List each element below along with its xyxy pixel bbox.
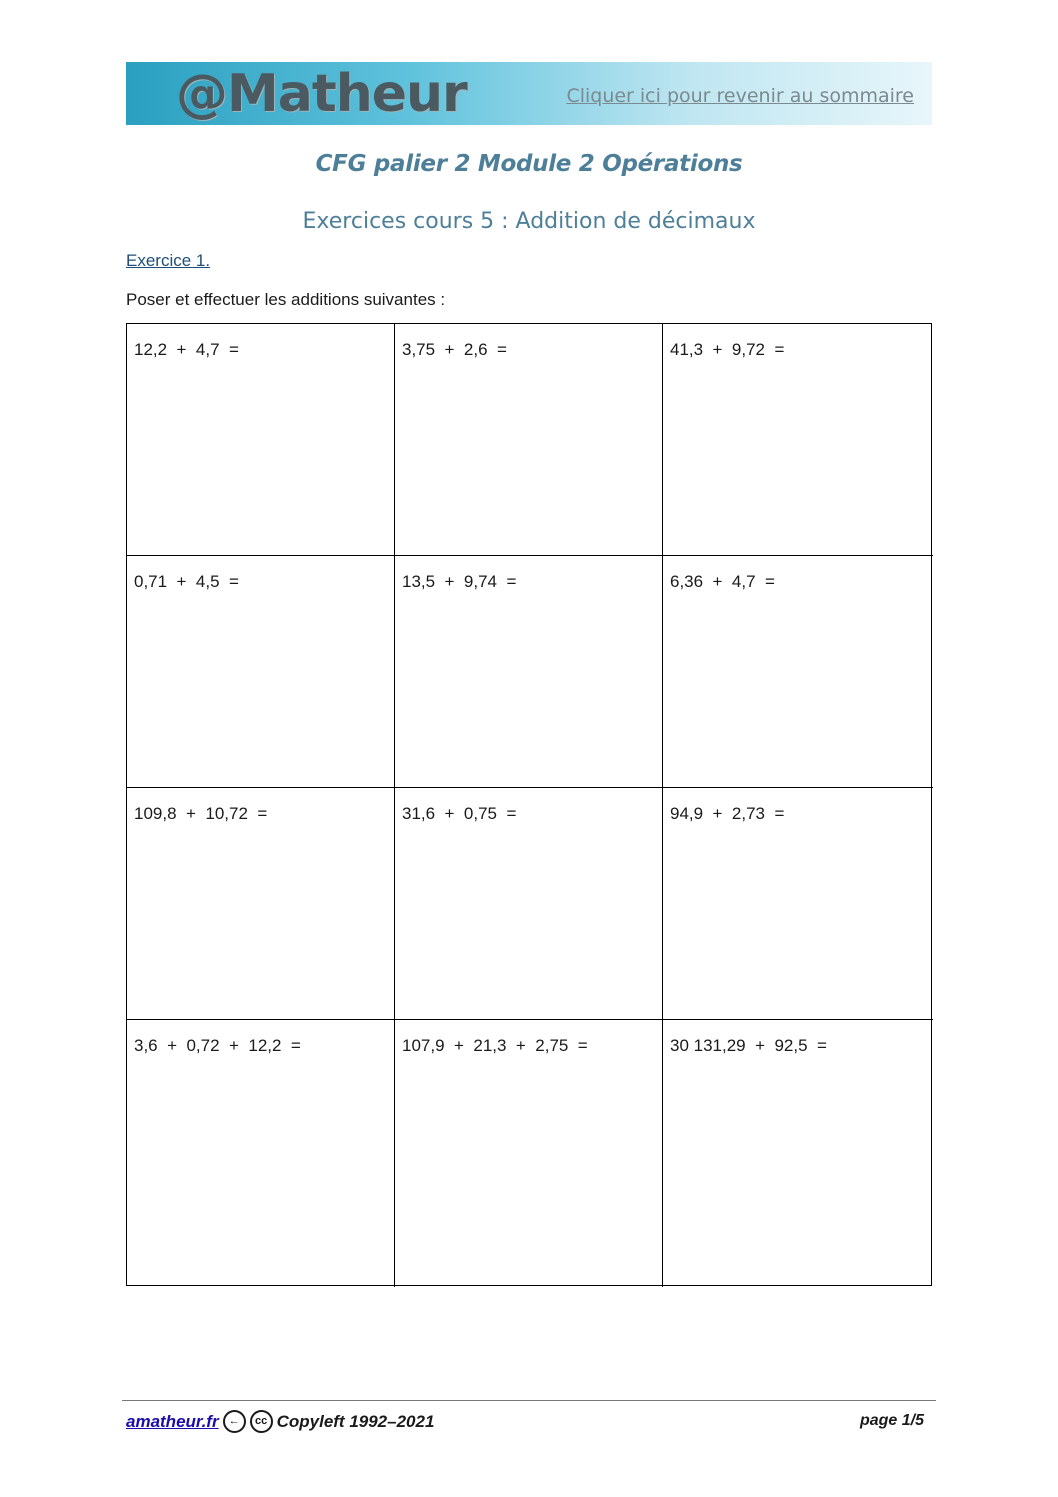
exercise-cell: 12,2 + 4,7 = — [127, 324, 395, 556]
exercise-cell: 107,9 + 21,3 + 2,75 = — [395, 1020, 663, 1287]
exercise-heading: Exercice 1. — [126, 251, 211, 270]
exercise-cell: 109,8 + 10,72 = — [127, 788, 395, 1020]
footer-credits — [126, 1410, 434, 1433]
site-logo: @Matheur — [176, 64, 467, 124]
copyleft-icon: ← — [223, 1410, 246, 1433]
site-link[interactable]: amatheur.fr — [126, 1411, 219, 1431]
exercise-cell: 3,6 + 0,72 + 12,2 = — [127, 1020, 395, 1287]
exercise-cell: 31,6 + 0,75 = — [395, 788, 663, 1020]
exercise-cell: 41,3 + 9,72 = — [663, 324, 933, 556]
creative-commons-icon: cc — [250, 1410, 273, 1433]
exercise-instruction: Poser et effectuer les additions suivantes : — [126, 290, 446, 309]
exercise-grid — [126, 323, 932, 1286]
exercise-cell: 3,75 + 2,6 = — [395, 324, 663, 556]
copyleft-text: Copyleft 1992–2021 — [276, 1411, 435, 1431]
exercise-cell: 0,71 + 4,5 = — [127, 556, 395, 788]
exercise-cell: 13,5 + 9,74 = — [395, 556, 663, 788]
page-number: page 1/5 — [859, 1412, 924, 1429]
footer-divider — [122, 1400, 936, 1401]
exercise-cell: 6,36 + 4,7 = — [663, 556, 933, 788]
back-to-summary-link[interactable]: Cliquer ici pour revenir au sommaire — [566, 85, 914, 107]
page-title: CFG palier 2 Module 2 Opérations — [315, 151, 743, 177]
exercise-cell: 94,9 + 2,73 = — [663, 788, 933, 1020]
page-subtitle: Exercices cours 5 : Addition de décimaux — [302, 209, 756, 234]
exercise-cell: 30 131,29 + 92,5 = — [670, 1036, 827, 1055]
header-banner — [126, 62, 932, 125]
